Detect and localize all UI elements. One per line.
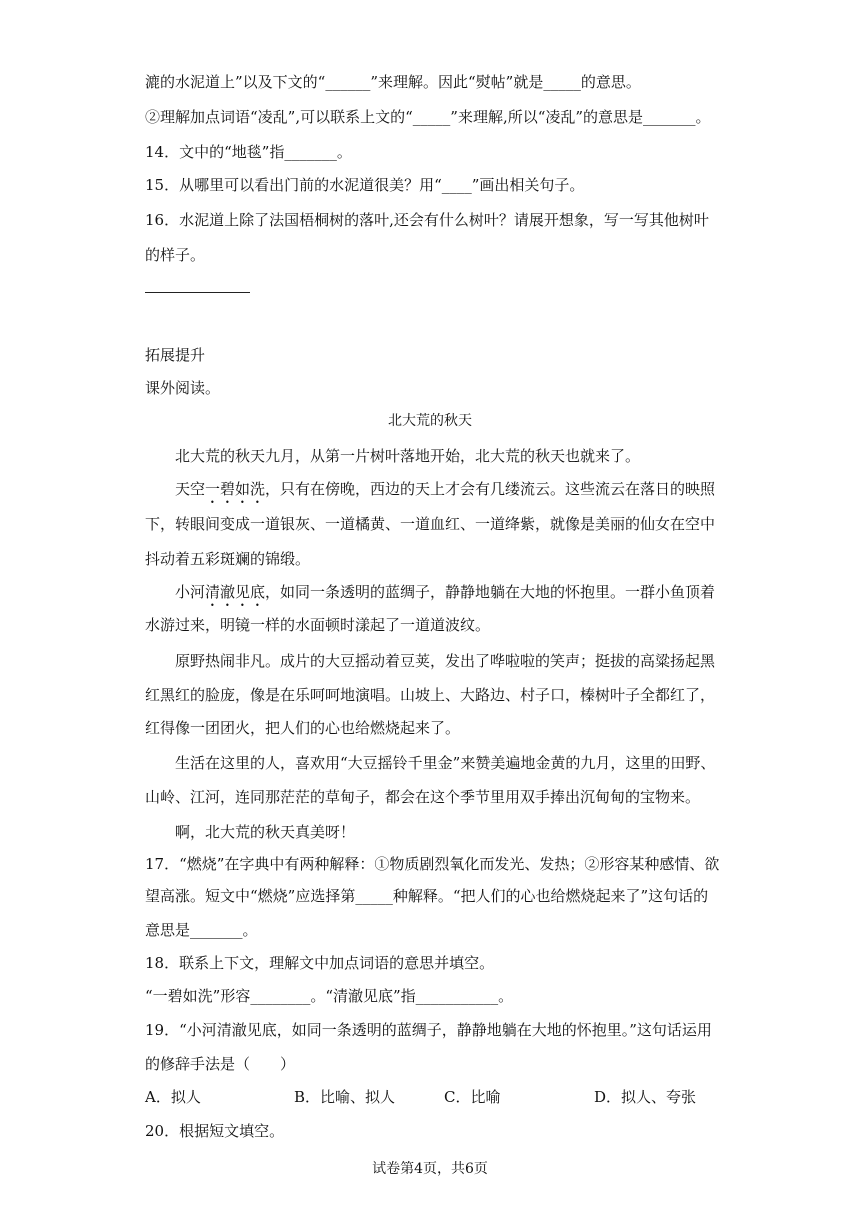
passage-paragraph-2: 天空一碧如洗，只有在傍晚，西边的天上才会有几缕流云。这些流云在落日的映照	[175, 480, 716, 498]
q15: 15．从哪里可以看出门前的水泥道很美？用“____”画出相关句子。	[145, 176, 585, 194]
q18-line1: 18．联系上下文，理解文中加点词语的意思并填空。	[145, 954, 495, 972]
option-d: D．拟人、夸张	[594, 1088, 697, 1106]
q19-line1: 19．“小河清澈见底，如同一条透明的蓝绸子，静静地躺在大地的怀抱里。”这句话运用	[145, 1021, 712, 1039]
passage-paragraph-2-line3: 抖动着五彩斑斓的锦缎。	[145, 550, 311, 568]
option-c: C．比喻	[444, 1088, 501, 1106]
option-a: A．拟人	[145, 1088, 201, 1106]
dotted-phrase: 一碧如洗	[205, 480, 266, 498]
passage-paragraph-5: 生活在这里的人，喜欢用“大豆摇铃千里金”来赞美遍地金黄的九月，这里的田野、	[175, 754, 716, 772]
q13-continuation: 漉的水泥道上”以及下文的“______”来理解。因此“熨帖”就是_____的意思。	[145, 73, 641, 91]
q17-line3: 意思是_______。	[145, 921, 258, 939]
q16-line1: 16．水泥道上除了法国梧桐树的落叶,还会有什么树叶？请展开想象，写一写其他树叶	[145, 211, 709, 229]
dotted-phrase: 清澈见底	[205, 583, 266, 601]
passage-paragraph-6: 啊，北大荒的秋天真美呀！	[175, 823, 356, 841]
passage-paragraph-4-line2: 红黑红的脸庞，像是在乐呵呵地演唱。山坡上、大路边、村子口，榛树叶子全都红了，	[145, 686, 716, 704]
passage-paragraph-3-line2: 水游过来，明镜一样的水面顿时漾起了一道道波纹。	[145, 616, 491, 634]
passage-paragraph-4: 原野热闹非凡。成片的大豆摇动着豆荚，发出了哗啦啦的笑声；挺拔的高粱扬起黑	[175, 652, 716, 670]
q17-line1: 17．“燃烧”在字典中有两种解释：①物质剧烈氧化而发光、发热；②形容某种感情、欲	[145, 855, 720, 873]
passage-paragraph-3: 小河清澈见底，如同一条透明的蓝绸子，静静地躺在大地的怀抱里。一群小鱼顶着	[175, 583, 716, 601]
q18-line2: “一碧如洗”形容________。“清澈见底”指___________。	[145, 987, 514, 1005]
section-heading: 拓展提升	[145, 346, 206, 364]
q17-line2: 望高涨。短文中“燃烧”应选择第_____种解释。“把人们的心也给燃烧起来了”这句话的	[145, 887, 709, 905]
section-subheading: 课外阅读。	[145, 379, 221, 397]
q14: 14．文中的“地毯”指_______。	[145, 143, 352, 161]
passage-paragraph-5-line2: 山岭、江河，连同那茫茫的草甸子，都会在这个季节里用双手捧出沉甸甸的宝物来。	[145, 788, 701, 806]
passage-title: 北大荒的秋天	[388, 413, 472, 429]
passage-paragraph-1: 北大荒的秋天九月，从第一片树叶落地开始，北大荒的秋天也就来了。	[175, 447, 641, 465]
option-b: B．比喻、拟人	[294, 1088, 396, 1106]
q19-line2: 的修辞手法是（ ）	[145, 1055, 296, 1073]
q13-part2: ②理解加点词语“凌乱”,可以联系上文的“_____”来理解,所以“凌乱”的意思是_______。	[145, 108, 711, 126]
q16-line2: 的样子。	[145, 246, 206, 264]
q20: 20．根据短文填空。	[145, 1122, 285, 1140]
passage-paragraph-4-line3: 红得像一团团火，把人们的心也给燃烧起来了。	[145, 719, 461, 737]
answer-line	[145, 292, 250, 293]
passage-paragraph-2-line2: 下，转眼间变成一道银灰、一道橘黄、一道血红、一道绛紫，就像是美丽的仙女在空中	[145, 515, 716, 533]
page-footer: 试卷第4页，共6页	[372, 1161, 488, 1177]
